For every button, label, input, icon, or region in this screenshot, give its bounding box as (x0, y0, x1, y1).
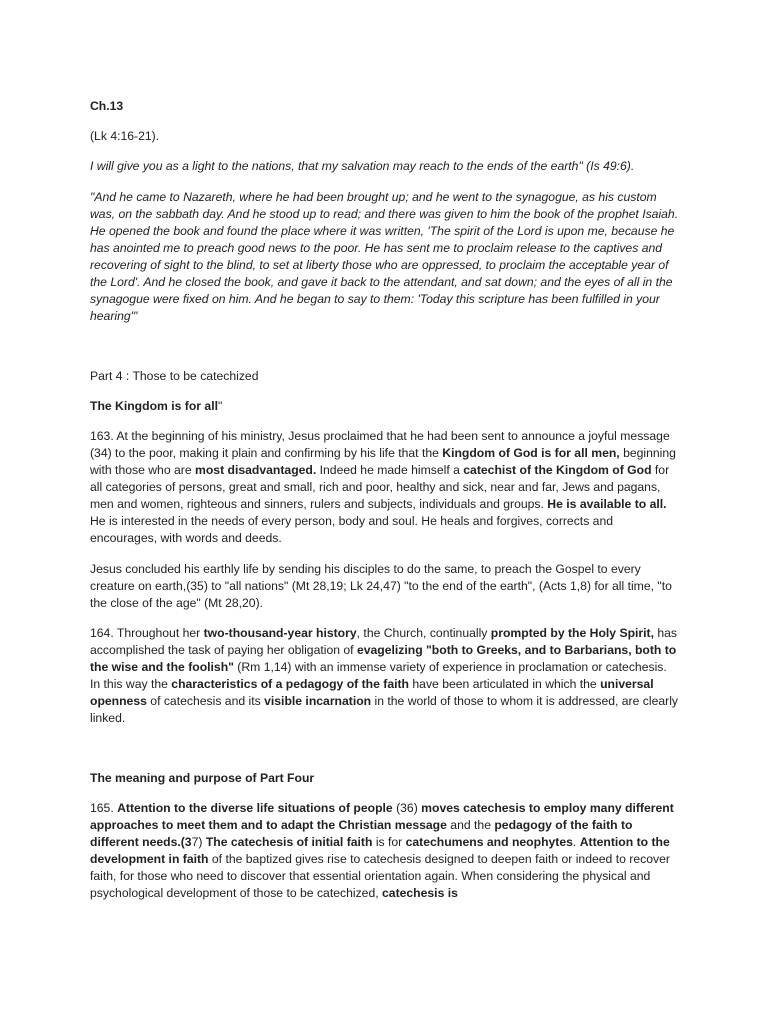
text-run: 163. At the beginning of his ministry, Jesus proclaimed that he had been sent to announce a joyful message (34) to the poor, making it plain and confirming by his life that the (90, 429, 670, 460)
text-run: (36) (392, 801, 422, 815)
bold-text-run: catechesis is (382, 886, 458, 900)
bold-text-run: most disadvantaged. (195, 463, 317, 477)
text-run: 164. Throughout her (90, 626, 204, 640)
text-run: 7) (191, 835, 206, 849)
text-run: Indeed he made himself a (316, 463, 464, 477)
text-run: He is interested in the needs of every person, body and soul. He heals and forgives, corrects and encourages, with words and deeds. (90, 514, 614, 545)
text-run: and the (446, 818, 495, 832)
text-run: beginning with those who are (90, 446, 676, 477)
bold-text-run: catechist of the Kingdom of God (463, 463, 652, 477)
bold-text-run: Attention to the development in faith (90, 835, 670, 866)
text-run: . (572, 835, 580, 849)
section-heading-meaning: The meaning and purpose of Part Four (90, 771, 315, 785)
scripture-reference: (Lk 4:16-21). (90, 129, 160, 143)
bold-text-run: evagelizing "both to Greeks, and to Barbarians, both to the wise and the foolish" (90, 643, 677, 674)
text-run: is for (372, 835, 406, 849)
paragraph-164 (90, 625, 680, 727)
paragraph-165 (90, 800, 680, 902)
text-run: have been articulated in which the (409, 677, 601, 691)
text-run: 165. (90, 801, 118, 815)
paragraph-jesus-sending: Jesus concluded his earthly life by sending his disciples to do the same, to preach the Gospel to every creature on earth,(35) to "all nations" (Mt 28,19; Lk 24,47) "to the end of the earth", (Acts 1,8) for all time, "to the close of the age" (Mt 28,20). (90, 562, 672, 610)
bold-text-run: pedagogy of the faith to different needs.(3 (90, 818, 633, 849)
bold-text-run: characteristics of a pedagogy of the faith (171, 677, 410, 691)
bold-text-run: prompted by the Holy Spirit, (490, 626, 654, 640)
part-heading: Part 4 : Those to be catechized (90, 369, 259, 383)
text-run: in the world of those to whom it is addressed, are clearly linked. (90, 694, 678, 725)
bold-text-run: universal openness (90, 677, 654, 708)
text-run: , the Church, continually (356, 626, 491, 640)
kingdom-heading-bold: The Kingdom is for all (90, 399, 218, 413)
bold-text-run: The catechesis of initial faith (205, 835, 373, 849)
bold-text-run: He is available to all. (547, 497, 667, 511)
paragraph-163 (90, 428, 680, 547)
text-run: of the baptized gives rise to catechesis designed to deepen faith or indeed to recover faith, for those who need to discover that essential orientation again. When considering the physical and psychological development of those to be catechized, (90, 852, 670, 900)
epigraph-quote: I will give you as a light to the nations, that my salvation may reach to the ends of the earth" (Is 49:6). (90, 159, 635, 173)
bold-text-run: catechumens and neophytes (405, 835, 573, 849)
text-run: of catechesis and its (146, 694, 265, 708)
text-run: (Rm 1,14) with an immense variety of experience in proclamation or catechesis. In this way the (90, 660, 667, 691)
chapter-heading: Ch.13 (90, 99, 124, 113)
bold-text-run: moves catechesis to employ many different approaches to meet them and to adapt the Christian message (90, 801, 674, 832)
text-run: has accomplished the task of paying her obligation of (90, 626, 678, 657)
bold-text-run: visible incarnation (264, 694, 372, 708)
section-heading-kingdom (90, 398, 680, 415)
bold-text-run: two-thousand-year history (203, 626, 357, 640)
gospel-passage: "And he came to Nazareth, where he had been brought up; and he went to the synagogue, as his custom was, on the sabbath day. And he stood up to read; and there was given to him the book of the prophet Isaiah. He opened the book and found the place where it was written, 'The spirit of the Lord is upon me, because he has anointed me to preach good news to the poor. He has sent me to proclaim release to the captives and recovering of sight to the blind, to set at liberty those who are oppressed, to proclaim the acceptable year of the Lord'. And he closed the book, and gave it back to the attendant, and sat down; and the eyes of all in the synagogue were fixed on him. And he began to say to them: 'Today this scripture has been fulfilled in your hearing'" (90, 190, 679, 323)
text-run: for all categories of persons, great and small, rich and poor, healthy and sick, near and far, Jews and pagans, men and women, righteous and sinners, rulers and subjects, individuals and groups. (90, 463, 670, 511)
bold-text-run: Attention to the diverse life situations of people (117, 801, 393, 815)
kingdom-heading-tail: " (217, 399, 223, 413)
bold-text-run: Kingdom of God is for all men, (442, 446, 620, 460)
